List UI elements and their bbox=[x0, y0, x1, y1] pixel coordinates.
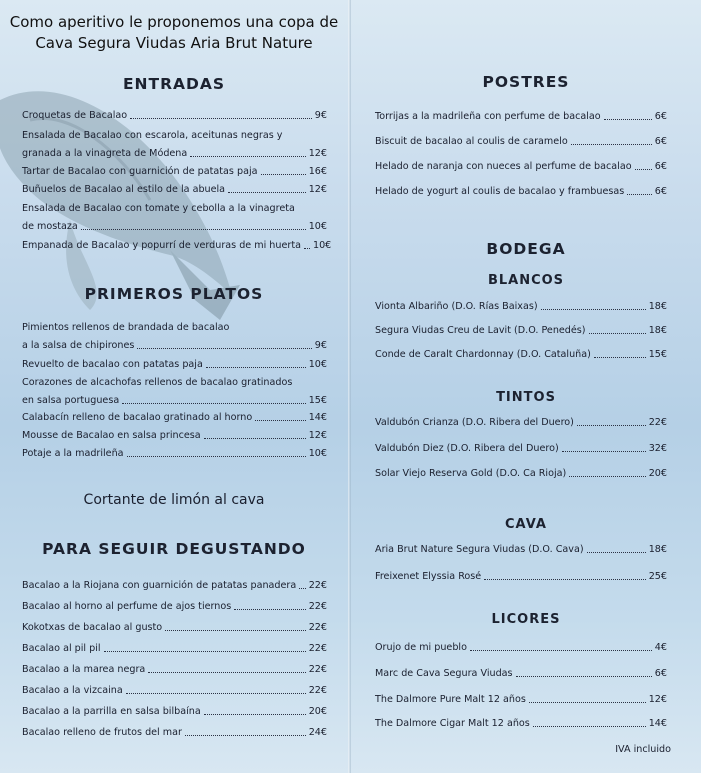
item-name: Solar Viejo Reserva Gold (D.O. Ca Rioja) bbox=[375, 468, 567, 479]
item-price: 6€ bbox=[654, 668, 667, 679]
item-price: 20€ bbox=[308, 706, 327, 717]
item-name: Conde de Caralt Chardonnay (D.O. Cataluña) bbox=[375, 349, 591, 360]
item-price: 6€ bbox=[654, 161, 667, 172]
item-name: Vionta Albariño (D.O. Rías Baixas) bbox=[375, 301, 538, 312]
item-name: The Dalmore Pure Malt 12 años bbox=[375, 694, 526, 705]
menu-item bbox=[22, 706, 327, 718]
item-price: 22€ bbox=[308, 685, 327, 696]
item-description-line: Ensalada de Bacalao con escarola, aceitunas negras y bbox=[22, 130, 283, 141]
menu-item bbox=[22, 340, 327, 352]
menu-item bbox=[375, 718, 667, 730]
item-name: Orujo de mi pueblo bbox=[375, 642, 467, 653]
section-title-para-seguir-degustando: PARA SEGUIR DEGUSTANDO bbox=[42, 540, 306, 558]
item-price: 14€ bbox=[308, 412, 327, 423]
menu-item bbox=[22, 412, 327, 424]
menu-item bbox=[22, 430, 327, 442]
menu-item bbox=[375, 301, 667, 313]
item-price: 22€ bbox=[308, 580, 327, 591]
item-price: 18€ bbox=[648, 325, 667, 336]
menu-item bbox=[375, 349, 667, 361]
menu-item bbox=[375, 111, 667, 123]
menu-item bbox=[375, 571, 667, 583]
item-name: Helado de naranja con nueces al perfume de bacalao bbox=[375, 161, 632, 172]
item-name: Torrijas a la madrileña con perfume de bacalao bbox=[375, 111, 601, 122]
item-price: 32€ bbox=[648, 443, 667, 454]
menu-item bbox=[22, 184, 327, 196]
item-name: Biscuit de bacalao al coulis de caramelo bbox=[375, 136, 568, 147]
subsection-title-blancos: BLANCOS bbox=[487, 273, 565, 288]
item-price: 10€ bbox=[308, 359, 327, 370]
menu-item bbox=[22, 664, 327, 676]
item-name: Aria Brut Nature Segura Viudas (D.O. Cava) bbox=[375, 544, 584, 555]
subsection-title-tintos: TINTOS bbox=[496, 390, 556, 405]
section-title-primeros-platos: PRIMEROS PLATOS bbox=[84, 285, 264, 303]
item-name: Valdubón Crianza (D.O. Ribera del Duero) bbox=[375, 417, 574, 428]
menu-item bbox=[22, 221, 327, 233]
menu-item bbox=[22, 727, 327, 739]
item-name: Mousse de Bacalao en salsa princesa bbox=[22, 430, 201, 441]
item-price: 22€ bbox=[308, 622, 327, 633]
item-price: 22€ bbox=[308, 643, 327, 654]
item-name: Helado de yogurt al coulis de bacalao y frambuesas bbox=[375, 186, 625, 197]
item-name: Segura Viudas Creu de Lavit (D.O. Penedés) bbox=[375, 325, 586, 336]
item-name: Revuelto de bacalao con patatas paja bbox=[22, 359, 203, 370]
subsection-title-licores: LICORES bbox=[491, 612, 561, 627]
item-name: Empanada de Bacalao y popurrí de verduras de mi huerta bbox=[22, 240, 301, 251]
menu-item bbox=[375, 161, 667, 173]
menu-item bbox=[22, 622, 327, 634]
item-price: 22€ bbox=[648, 417, 667, 428]
item-price: 18€ bbox=[648, 544, 667, 555]
item-price: 9€ bbox=[314, 340, 327, 351]
menu-item bbox=[375, 443, 667, 455]
item-name: Bacalao a la vizcaina bbox=[22, 685, 123, 696]
subsection-title-cava: CAVA bbox=[505, 517, 547, 532]
item-name: en salsa portuguesa bbox=[22, 395, 120, 406]
item-name: Bacalao a la marea negra bbox=[22, 664, 146, 675]
item-price: 6€ bbox=[654, 136, 667, 147]
section-title-postres: POSTRES bbox=[482, 73, 570, 91]
menu-item bbox=[375, 544, 667, 556]
item-price: 12€ bbox=[308, 184, 327, 195]
item-description-line: Corazones de alcachofas rellenos de bacalao gratinados bbox=[22, 377, 293, 388]
item-name: Bacalao a la parrilla en salsa bilbaína bbox=[22, 706, 201, 717]
section-title-bodega: BODEGA bbox=[486, 240, 566, 258]
item-price: 12€ bbox=[308, 148, 327, 159]
item-name: Bacalao al pil pil bbox=[22, 643, 101, 654]
item-price: 18€ bbox=[648, 301, 667, 312]
item-price: 12€ bbox=[308, 430, 327, 441]
item-price: 25€ bbox=[648, 571, 667, 582]
item-name: Freixenet Elyssia Rosé bbox=[375, 571, 482, 582]
item-price: 12€ bbox=[648, 694, 667, 705]
menu-item bbox=[22, 359, 327, 371]
item-price: 16€ bbox=[308, 166, 327, 177]
intro-line-2: Cava Segura Viudas Aria Brut Nature bbox=[35, 34, 313, 52]
item-name: Buñuelos de Bacalao al estilo de la abuela bbox=[22, 184, 226, 195]
item-name: Bacalao relleno de frutos del mar bbox=[22, 727, 182, 738]
item-name: Bacalao a la Riojana con guarnición de patatas panadera bbox=[22, 580, 297, 591]
menu-item bbox=[375, 417, 667, 429]
left-page bbox=[0, 0, 348, 773]
menu-item bbox=[375, 325, 667, 337]
item-name: Croquetas de Bacalao bbox=[22, 110, 128, 121]
sorbet-note: Cortante de limón al cava bbox=[83, 492, 265, 508]
item-price: 22€ bbox=[308, 664, 327, 675]
menu-item bbox=[22, 601, 327, 613]
item-price: 10€ bbox=[308, 221, 327, 232]
item-price: 15€ bbox=[308, 395, 327, 406]
item-price: 20€ bbox=[648, 468, 667, 479]
menu-item bbox=[22, 395, 327, 407]
menu-item bbox=[22, 685, 327, 697]
menu-item bbox=[375, 694, 667, 706]
item-name: Valdubón Diez (D.O. Ribera del Duero) bbox=[375, 443, 559, 454]
menu-item bbox=[22, 448, 327, 460]
menu-item bbox=[375, 136, 667, 148]
item-name: granada a la vinagreta de Módena bbox=[22, 148, 188, 159]
item-name: Marc de Cava Segura Viudas bbox=[375, 668, 513, 679]
menu-item bbox=[22, 110, 327, 122]
item-price: 6€ bbox=[654, 111, 667, 122]
tax-note: IVA incluido bbox=[615, 744, 671, 755]
menu-item bbox=[375, 186, 667, 198]
item-price: 15€ bbox=[648, 349, 667, 360]
item-name: Tartar de Bacalao con guarnición de patatas paja bbox=[22, 166, 258, 177]
intro-text bbox=[0, 12, 348, 54]
right-page bbox=[351, 0, 701, 773]
menu-item bbox=[22, 166, 327, 178]
menu-item bbox=[375, 668, 667, 680]
item-price: 22€ bbox=[308, 601, 327, 612]
item-description-line: Pimientos rellenos de brandada de bacalao bbox=[22, 322, 230, 333]
menu-item bbox=[22, 580, 327, 592]
item-price: 9€ bbox=[314, 110, 327, 121]
item-description-line: Ensalada de Bacalao con tomate y cebolla a la vinagreta bbox=[22, 203, 295, 214]
item-price: 10€ bbox=[308, 448, 327, 459]
menu-item bbox=[22, 240, 332, 252]
menu-item bbox=[375, 642, 667, 654]
intro-line-1: Como aperitivo le proponemos una copa de bbox=[9, 13, 339, 31]
section-title-entradas: ENTRADAS bbox=[122, 75, 226, 93]
item-name: Kokotxas de bacalao al gusto bbox=[22, 622, 163, 633]
item-name: The Dalmore Cigar Malt 12 años bbox=[375, 718, 530, 729]
menu-item bbox=[375, 468, 667, 480]
item-price: 4€ bbox=[654, 642, 667, 653]
item-name: de mostaza bbox=[22, 221, 78, 232]
menu-item bbox=[22, 148, 327, 160]
item-price: 10€ bbox=[312, 240, 332, 251]
item-name: Calabacín relleno de bacalao gratinado al horno bbox=[22, 412, 253, 423]
item-name: a la salsa de chipirones bbox=[22, 340, 135, 351]
menu-item bbox=[22, 643, 327, 655]
item-name: Bacalao al horno al perfume de ajos tiernos bbox=[22, 601, 232, 612]
item-price: 6€ bbox=[654, 186, 667, 197]
item-price: 24€ bbox=[308, 727, 327, 738]
item-name: Potaje a la madrileña bbox=[22, 448, 124, 459]
item-price: 14€ bbox=[648, 718, 667, 729]
